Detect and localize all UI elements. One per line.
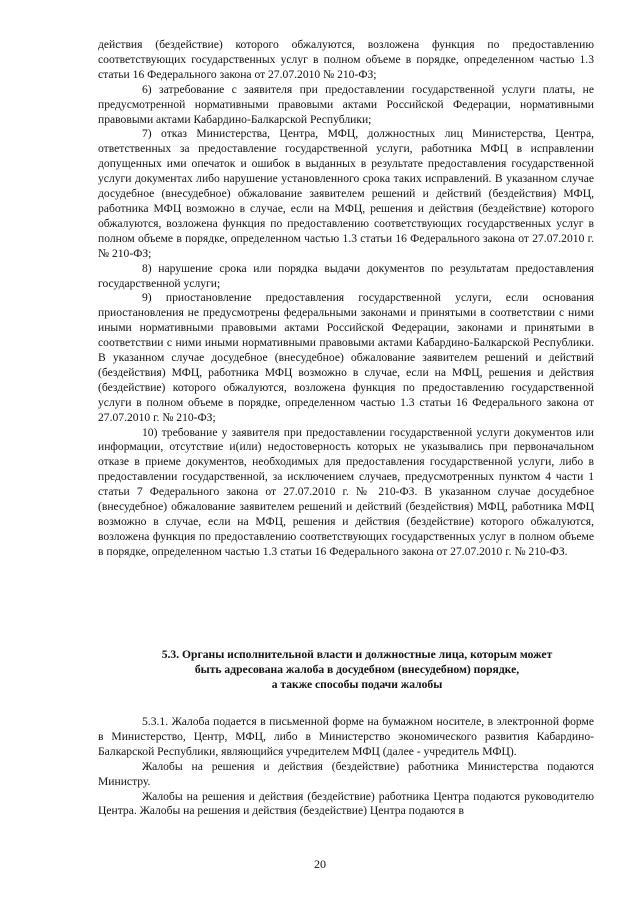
page-number: 20 [314,857,326,871]
paragraph-item-9: 9) приостановление предоставления государственной услуги, если основания приостановления не предусмотрены федеральными законами и принятыми в соответствии с ними иными нормативными правовыми актами Российской Федерации, законами и принятыми в соответствии с ними иными нормативными правовыми актами Кабардино-Балкарской Республики. В указанном случае досудебное (внесудебное) обжалование заявителем решений и действий (бездействия) МФЦ, работника МФЦ возможно в случае, если на МФЦ, решения и действия (бездействие) которого обжалуются, возложена функция по предоставлению государственной услуги в полном объеме в порядке, определенном частью 1.3 статьи 16 Федерального закона от 27.07.2010 г. № 210-ФЗ; [98,291,594,424]
paragraph-item-6: 6) затребование с заявителя при предоставлении государственной услуги платы, не предусмотренной нормативными правовыми актами Российской Федерации, нормативными правовыми актами Кабардино-Балкарской Республики; [98,82,594,126]
paragraph-ministry-complaints: Жалобы на решения и действия (бездействие) работника Министерства подаются Министру. [98,759,594,788]
section-heading-line-1: 5.3. Органы исполнительной власти и должностные лица, которым может [161,648,553,661]
paragraph-continuation: действия (бездействие) которого обжалуются, возложена функция по предоставлению соответствующих государственных услуг в полном объеме в порядке, определенном частью 1.3 статьи 16 Федерального закона от 27.07.2010 № 210-ФЗ; [98,38,594,81]
paragraph-center-complaints: Жалобы на решения и действия (бездействие) работника Центра подаются руководителю Центра. Жалобы на решения и действия (бездействие) Центра подаются в [98,789,594,818]
document-body [98,38,594,560]
paragraph-5-3-1: 5.3.1. Жалоба подается в письменной форме на бумажном носителе, в электронной форме в Министерство, Центр, МФЦ, либо в Министерство экономического развития Кабардино-Балкарской Республики, являющийся учредителем МФЦ (далее - учредитель МФЦ). [98,715,594,758]
section-body [98,715,594,819]
section-heading-line-3: а также способы подачи жалобы [271,677,443,691]
section-heading-line-2: быть адресована жалоба в досудебном (внесудебном) порядке, [194,662,520,676]
paragraph-item-7: 7) отказ Министерства, Центра, МФЦ, должностных лиц Министерства, Центра, ответственных за предоставление государственной услуги, работника МФЦ в исправлении допущенных ими опечаток и ошибок в выданных в результате предоставления государственной услуги документах либо нарушение установленного срока таких исправлений. В указанном случае досудебное (внесудебное) обжалование заявителем решений и действий (бездействия) МФЦ, работника МФЦ возможно в случае, если на МФЦ, решения и действия (бездействие) которого обжалуются, возложена функция по предоставлению соответствующих государственных услуг в полном объеме в порядке, определенном частью 1.3 статьи 16 Федерального закона от 27.07.2010 г. № 210-ФЗ; [98,127,594,260]
paragraph-item-8: 8) нарушение срока или порядка выдачи документов по результатам предоставления государственной услуги; [98,261,594,290]
section-heading [120,648,594,693]
paragraph-item-10: 10) требование у заявителя при предоставлении государственной услуги документов или информации, отсутствие и(или) недостоверность которых не указывались при первоначальном отказе в приеме документов, необходимых для предоставления государственной услуги, либо в предоставлении государственной, за исключением случаев, предусмотренных пунктом 4 части 1 статьи 7 Федерального закона от 27.07.2010 г. № 210-ФЗ. В указанном случае досудебное (внесудебное) обжалование заявителем решений и действий (бездействия) МФЦ, работника МФЦ возможно в случае, если на МФЦ, решения и действия (бездействие) которого обжалуются, возложена функция по предоставлению соответствующих государственных услуг в полном объеме в порядке, определенном частью 1.3 статьи 16 Федерального закона от 27.07.2010 г. № 210-ФЗ. [98,425,594,558]
